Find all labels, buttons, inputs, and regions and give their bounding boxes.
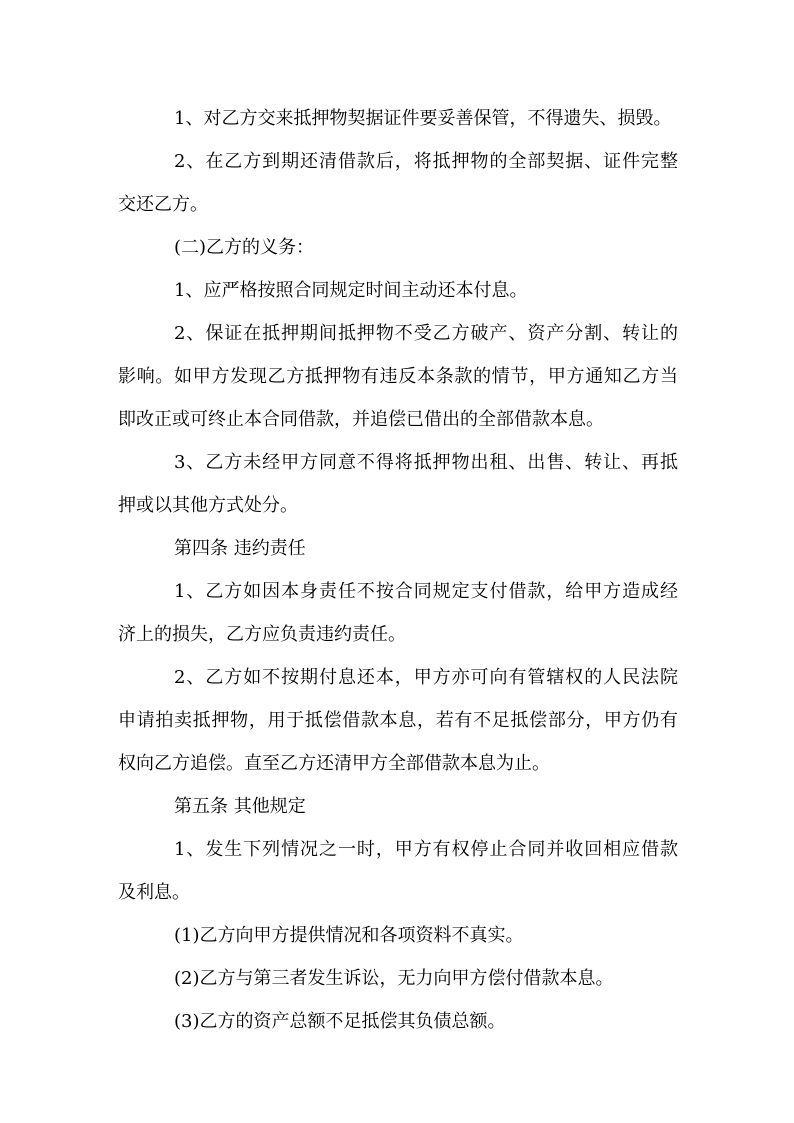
text-line: 3、乙方未经甲方同意不得将抵押物出租、出售、转让、再抵	[174, 452, 678, 473]
text-line: 交还乙方。	[118, 194, 208, 215]
text-line: 即改正或可终止本合同借款，并追偿已借出的全部借款本息。	[118, 409, 604, 430]
text-line: (2)乙方与第三者发生诉讼，无力向甲方偿付借款本息。	[174, 968, 614, 989]
text-line: 1、应严格按照合同规定时间主动还本付息。	[174, 280, 528, 301]
text-line: 影响。如甲方发现乙方抵押物有违反本条款的情节，甲方通知乙方当	[118, 366, 678, 387]
text-line: 第四条 违约责任	[174, 538, 306, 559]
text-line: 2、保证在抵押期间抵押物不受乙方破产、资产分割、转让的	[174, 323, 678, 344]
text-line: (1)乙方向甲方提供情况和各项资料不真实。	[174, 925, 524, 946]
text-line: (3)乙方的资产总额不足抵偿其负债总额。	[174, 1011, 506, 1032]
text-line: 济上的损失，乙方应负责违约责任。	[118, 624, 406, 645]
text-line: 1、发生下列情况之一时，甲方有权停止合同并收回相应借款	[174, 839, 678, 860]
text-line: (二)乙方的义务：	[174, 237, 315, 258]
text-line: 及利息。	[118, 882, 190, 903]
text-line: 2、在乙方到期还清借款后，将抵押物的全部契据、证件完整	[174, 151, 678, 172]
text-line: 第五条 其他规定	[174, 796, 306, 817]
text-line: 1、对乙方交来抵押物契据证件要妥善保管，不得遗失、损毁。	[174, 108, 672, 129]
text-line: 申请拍卖抵押物，用于抵偿借款本息，若有不足抵偿部分，甲方仍有	[118, 710, 678, 731]
text-line: 1、乙方如因本身责任不按合同规定支付借款，给甲方造成经	[174, 581, 678, 602]
text-line: 权向乙方追偿。直至乙方还清甲方全部借款本息为止。	[118, 753, 550, 774]
text-line: 押或以其他方式处分。	[118, 495, 298, 516]
text-line: 2、乙方如不按期付息还本，甲方亦可向有管辖权的人民法院	[174, 667, 678, 688]
